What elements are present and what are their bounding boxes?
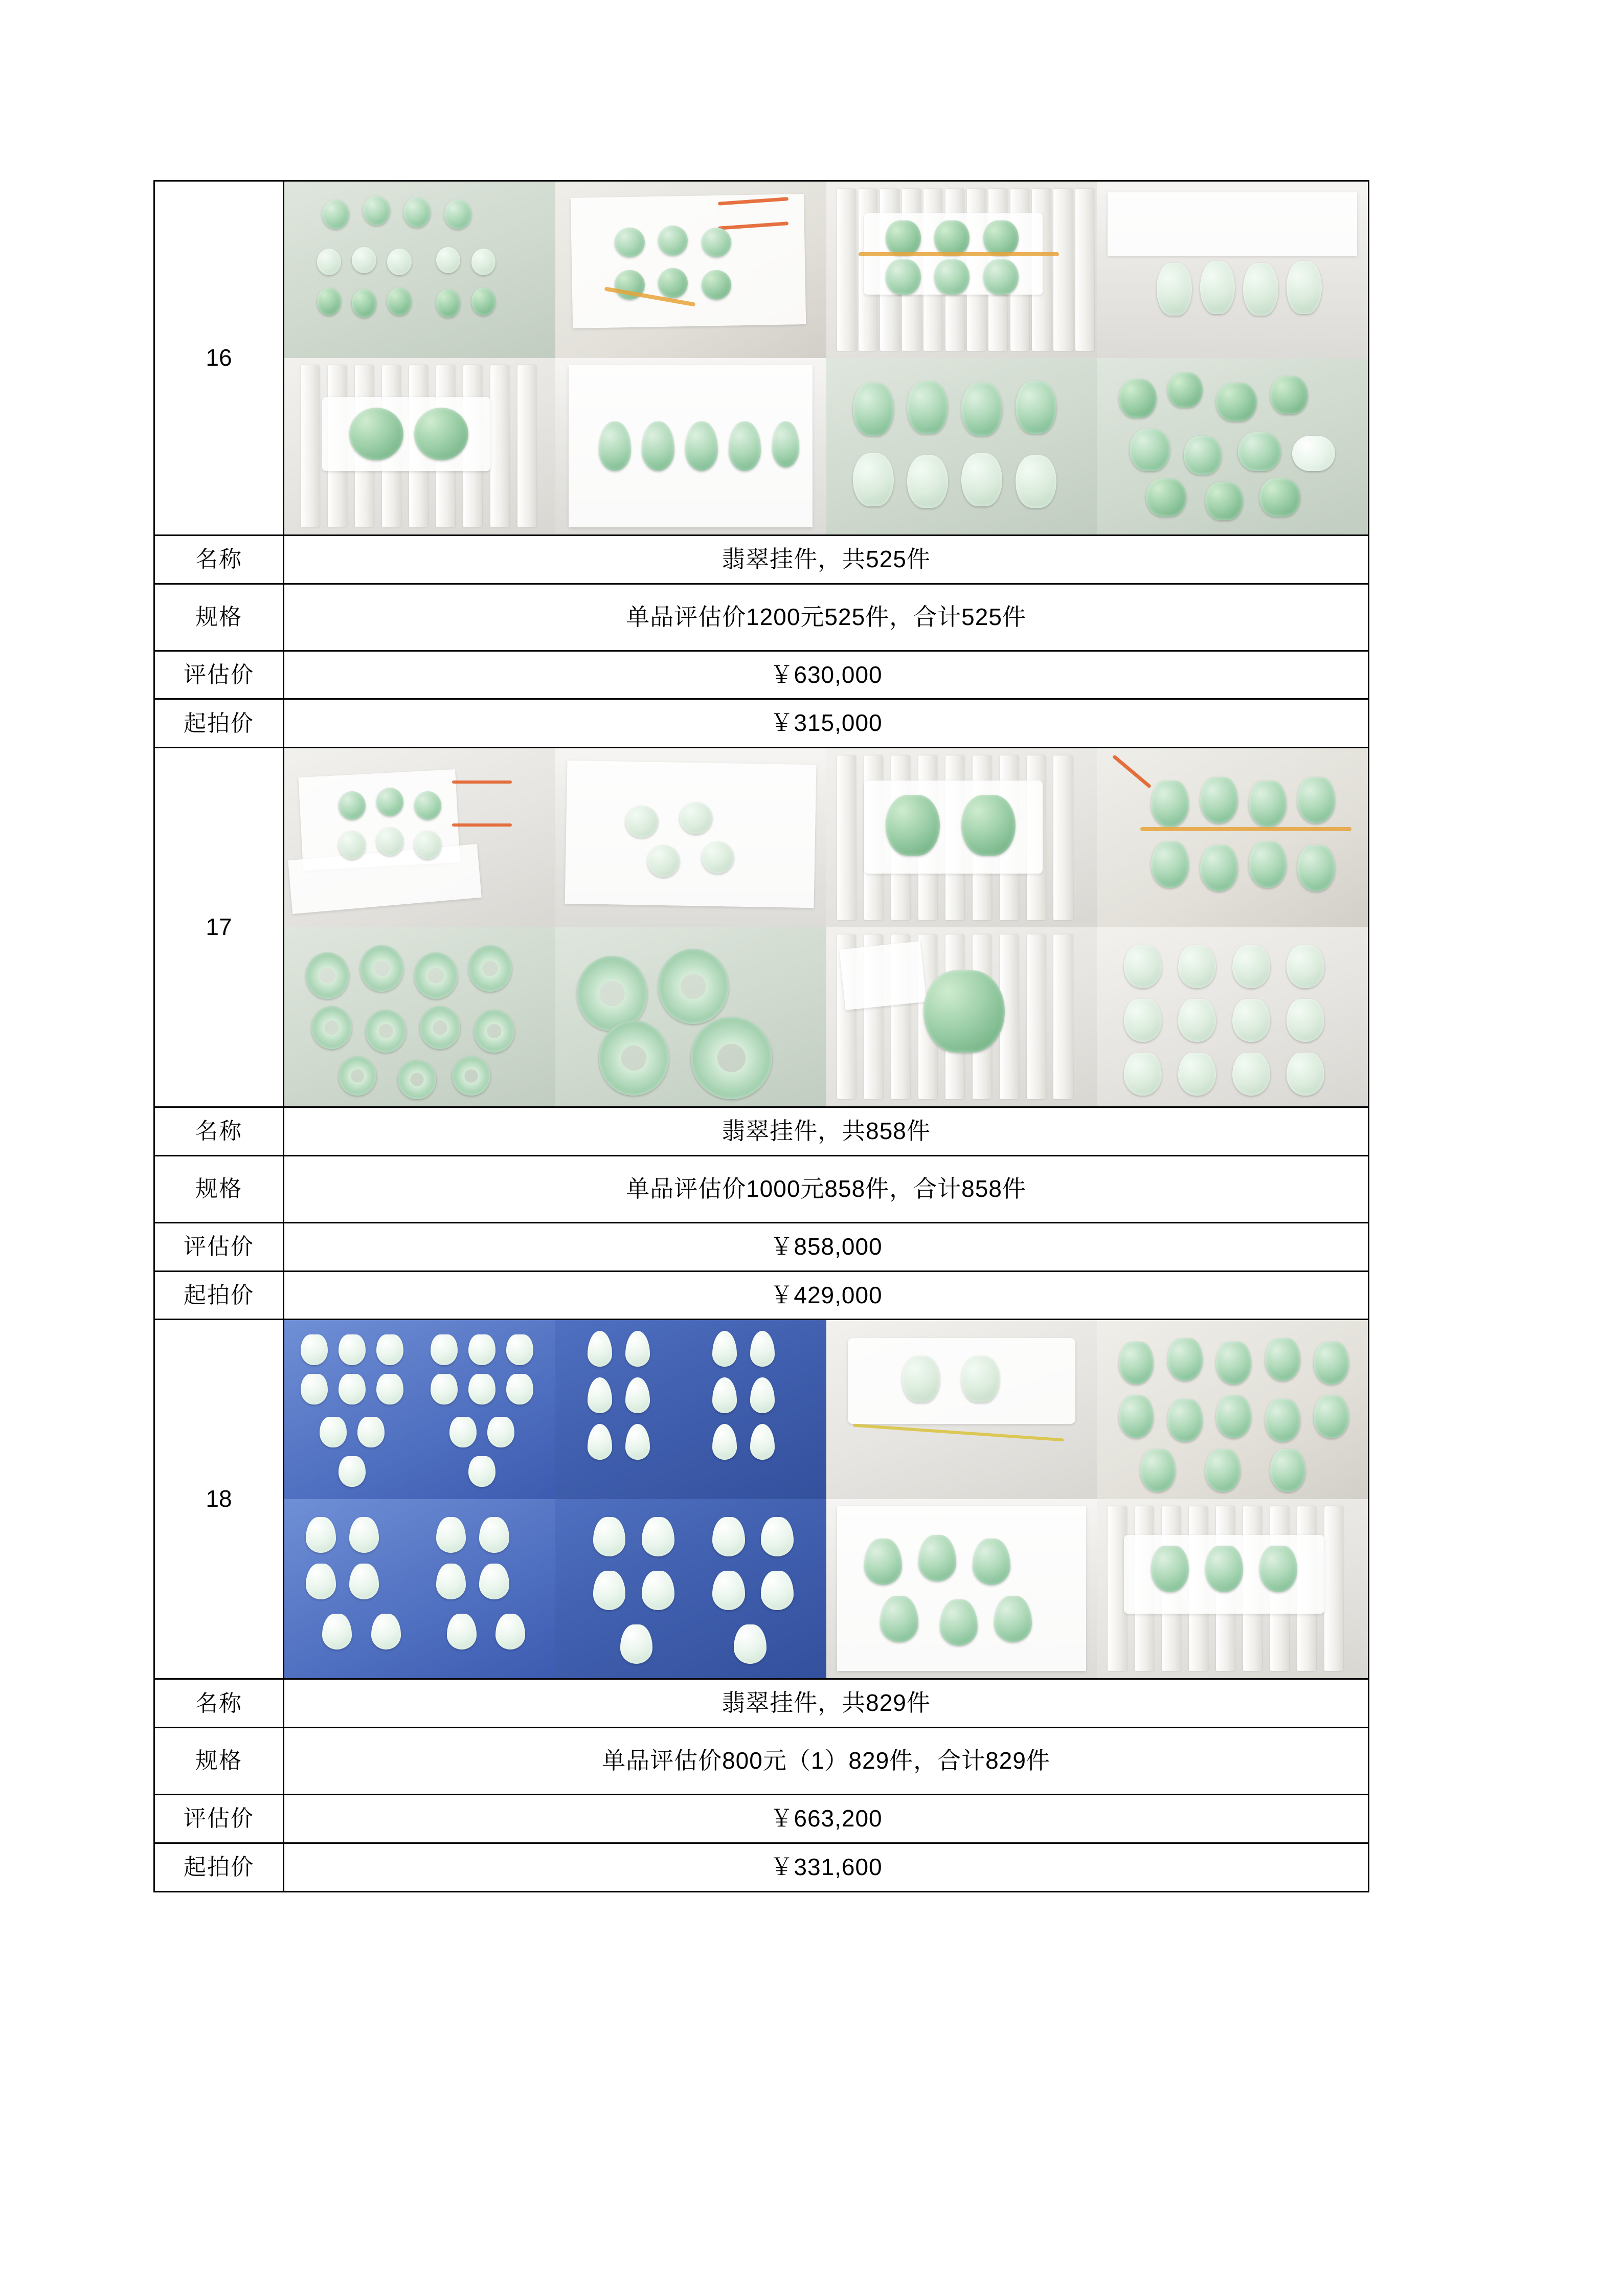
table-row <box>154 1222 1369 1271</box>
table-row <box>154 699 1369 748</box>
lot-gallery <box>284 181 1369 536</box>
label-spec: 规格 <box>154 584 284 651</box>
photo-lot18-8 <box>1097 1499 1368 1678</box>
label-name: 名称 <box>154 1107 284 1156</box>
label-starting: 起拍价 <box>154 699 284 748</box>
table-row <box>154 748 1369 1107</box>
table-row <box>154 584 1369 651</box>
lot-appraisal-price: ￥630,000 <box>284 651 1369 699</box>
table-row <box>154 536 1369 584</box>
label-appraisal: 评估价 <box>154 1222 284 1271</box>
lot-spec: 单品评估价800元（1）829件，合计829件 <box>284 1728 1369 1795</box>
label-appraisal: 评估价 <box>154 1794 284 1843</box>
photo-lot17-4 <box>1097 748 1368 927</box>
label-name: 名称 <box>154 1679 284 1728</box>
lot-appraisal-price: ￥663,200 <box>284 1794 1369 1843</box>
lot-spec: 单品评估价1200元525件，合计525件 <box>284 584 1369 651</box>
lot-gallery <box>284 748 1369 1107</box>
photo-lot16-4 <box>1097 182 1368 358</box>
photo-lot16-7 <box>826 358 1097 534</box>
photo-lot17-8 <box>1097 927 1368 1106</box>
table-row <box>154 1794 1369 1843</box>
photo-lot17-7 <box>826 927 1097 1106</box>
label-starting: 起拍价 <box>154 1843 284 1891</box>
label-spec: 规格 <box>154 1155 284 1222</box>
photo-lot18-5 <box>284 1499 555 1678</box>
table-row <box>154 1320 1369 1679</box>
table-row <box>154 1155 1369 1222</box>
label-name: 名称 <box>154 536 284 584</box>
photo-lot18-7 <box>826 1499 1097 1678</box>
table-row <box>154 651 1369 699</box>
auction-lot-table <box>153 180 1369 1892</box>
lot-name: 翡翠挂件，共829件 <box>284 1679 1369 1728</box>
lot-spec: 单品评估价1000元858件，合计858件 <box>284 1155 1369 1222</box>
label-appraisal: 评估价 <box>154 651 284 699</box>
lot-name: 翡翠挂件，共525件 <box>284 536 1369 584</box>
photo-lot18-4 <box>1097 1320 1368 1499</box>
photo-lot18-3 <box>826 1320 1097 1499</box>
photo-lot17-1 <box>284 748 555 927</box>
table-row <box>154 1843 1369 1891</box>
photo-lot18-2 <box>555 1320 826 1499</box>
photo-lot18-6 <box>555 1499 826 1678</box>
lot-starting-price: ￥331,600 <box>284 1843 1369 1891</box>
photo-lot16-3 <box>826 182 1097 358</box>
label-starting: 起拍价 <box>154 1271 284 1320</box>
photo-lot16-5 <box>284 358 555 534</box>
table-row <box>154 1728 1369 1795</box>
lot-appraisal-price: ￥858,000 <box>284 1222 1369 1271</box>
lot-index: 16 <box>154 181 284 536</box>
table-row <box>154 1107 1369 1156</box>
photo-lot16-1 <box>284 182 555 358</box>
lot-starting-price: ￥315,000 <box>284 699 1369 748</box>
photo-lot16-6 <box>555 358 826 534</box>
photo-grid <box>284 748 1368 1106</box>
lot-index: 18 <box>154 1320 284 1679</box>
photo-lot17-6 <box>555 927 826 1106</box>
lot-starting-price: ￥429,000 <box>284 1271 1369 1320</box>
photo-lot17-2 <box>555 748 826 927</box>
photo-grid <box>284 1320 1368 1678</box>
photo-grid <box>284 182 1368 534</box>
photo-lot16-2 <box>555 182 826 358</box>
lot-index: 17 <box>154 748 284 1107</box>
photo-lot16-8 <box>1097 358 1368 534</box>
table-row <box>154 1679 1369 1728</box>
lot-name: 翡翠挂件，共858件 <box>284 1107 1369 1156</box>
photo-lot17-5 <box>284 927 555 1106</box>
photo-lot17-3 <box>826 748 1097 927</box>
label-spec: 规格 <box>154 1728 284 1795</box>
table-row <box>154 181 1369 536</box>
table-row <box>154 1271 1369 1320</box>
photo-lot18-1 <box>284 1320 555 1499</box>
lot-gallery <box>284 1320 1369 1679</box>
